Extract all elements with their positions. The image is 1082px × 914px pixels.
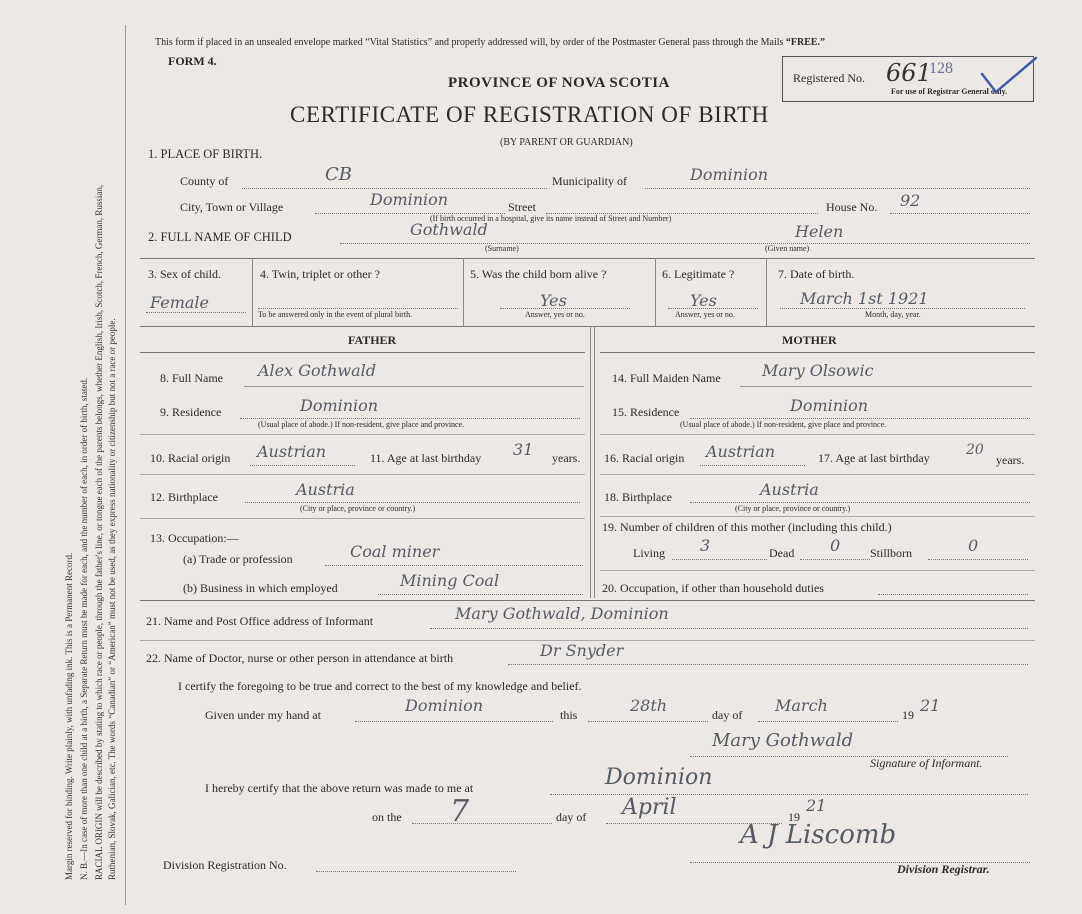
given-place-line [355,721,553,722]
municipality-label: Municipality of [552,174,627,188]
dead-label: Dead [769,546,795,560]
return-day-line [412,823,552,824]
child-given-value: Helen [795,222,844,241]
mother-heading: MOTHER [782,333,837,347]
stillborn-label: Stillborn [870,546,913,560]
house-label: House No. [826,200,878,214]
mother-birthplace-value: Austria [760,480,819,499]
registered-number: 661 [886,59,932,87]
hospital-note: (If birth occurred in a hospital, give its name instead of Street and Number) [430,214,672,223]
return-year-value: 21 [806,796,827,815]
twin-label: 4. Twin, triplet or other ? [260,267,380,281]
row-divider [140,258,1035,259]
father-birthplace-line [245,502,580,503]
given-month-value: March [775,696,828,715]
mother-birthplace-label: 18. Birthplace [604,490,672,504]
sex-value: Female [150,293,209,312]
stillborn-value: 0 [968,536,979,555]
father-residence-note: (Usual place of abode.) If non-resident, give place and province. [258,420,465,429]
mother-residence-line [690,418,1030,419]
row-divider [140,474,585,475]
mother-age-label: 17. Age at last birthday [818,451,930,465]
legitimate-line [668,308,758,309]
parent-column-divider [594,326,595,598]
informant-value: Mary Gothwald, Dominion [455,604,669,623]
father-name-label: 8. Full Name [160,371,223,385]
postal-notice [155,36,825,50]
certificate-subtitle: (BY PARENT OR GUARDIAN) [500,137,633,148]
father-birthplace-label: 12. Birthplace [150,490,218,504]
certificate-title: CERTIFICATE OF REGISTRATION OF BIRTH [290,102,769,127]
margin-note-nationality: Ruthenian, Slovak, Galician, etc. The words “Canadian” or “American” must not be used, as they express nationality or citizenship but not a race or people. [107,318,117,880]
certify-statement: I certify the foregoing to be true and correct to the best of my knowledge and belief. [178,679,582,693]
mother-residence-note: (Usual place of abode.) If non-resident, give place and province. [680,420,887,429]
dob-value: March 1st 1921 [800,289,929,308]
father-birthplace-value: Austria [296,480,355,499]
father-business-value: Mining Coal [400,571,500,590]
this-label: this [560,708,578,722]
father-racial-value: Austrian [257,442,327,461]
division-registrar-label: Division Registrar. [897,862,990,876]
mother-age-value: 20 [966,442,984,458]
dob-line [780,308,1025,309]
father-residence-line [240,418,580,419]
municipality-value: Dominion [690,165,769,184]
registrar-use-note: For use of Registrar General only. [891,87,1008,96]
mother-heading-rule [600,352,1035,353]
father-occupation-label: 13. Occupation:— [150,531,239,545]
sex-line [146,312,246,313]
margin-note-binding: Margin reserved for binding. Write plainly, with unfading ink. This is a Permanent Record. [64,552,74,880]
legitimate-value: Yes [690,291,717,310]
living-value: 3 [700,536,711,555]
informant-signature: Mary Gothwald [712,730,854,751]
margin-note-racial-origin: RACIAL ORIGIN will be described by stating to which race or people, through the father's line, or tongue each of the parents belongs, whether English, Irish, Scotch, French, German, Russian, [94,184,104,880]
given-day-line [588,721,708,722]
dead-value: 0 [830,536,841,555]
alive-line [500,308,630,309]
alive-note: Answer, yes or no. [525,310,585,319]
division-registration-label: Division Registration No. [163,858,287,872]
mother-occupation-line [878,594,1028,595]
father-birthplace-note: (City or place, province or country.) [300,504,416,513]
dob-note: Month, day, year. [865,310,921,319]
mother-racial-value: Austrian [706,442,776,461]
legitimate-note: Answer, yes or no. [675,310,735,319]
twin-line [258,308,458,309]
father-name-value: Alex Gothwald [258,361,376,380]
place-of-birth-label: 1. PLACE OF BIRTH. [148,147,263,161]
doctor-value: Dr Snyder [540,641,624,660]
mother-racial-line [700,465,805,466]
row-divider [140,326,1035,327]
form-number: FORM 4. [168,54,217,68]
doctor-line [508,664,1028,665]
registrar-signature: A J Liscomb [740,820,897,850]
father-name-line [244,386,584,387]
living-label: Living [633,546,665,560]
father-trade-line [325,565,583,566]
column-divider [463,258,464,326]
given-place-value: Dominion [405,696,484,715]
city-label: City, Town or Village [180,200,284,214]
mother-birthplace-line [690,502,1030,503]
municipality-line [645,188,1030,189]
return-statement: I hereby certify that the above return was made to me at [205,781,474,795]
given-day-of-label: day of [712,708,743,722]
given-year-prefix: 19 [902,708,914,722]
father-age-label: 11. Age at last birthday [370,451,482,465]
father-racial-line [250,465,355,466]
registered-label: Registered No. [793,71,865,85]
return-place-value: Dominion [605,765,713,790]
county-label: County of [180,174,229,188]
surname-note: (Surname) [485,244,519,253]
father-business-line [378,594,583,595]
signature-of-informant-label: Signature of Informant. [870,756,983,770]
father-residence-label: 9. Residence [160,405,222,419]
father-residence-value: Dominion [300,396,379,415]
stillborn-line [928,559,1028,560]
house-value: 92 [900,191,921,210]
margin-note-plural-birth: N. B.—In case of more than one child at a birth, a Separate Return must be made for each, and the number of each, in order of birth, stated. [79,377,89,880]
given-under-hand-label: Given under my hand at [205,708,321,722]
return-month-value: April [622,795,677,820]
given-year-value: 21 [920,696,941,715]
county-value: CB [325,164,352,185]
mother-age-unit: years. [996,453,1025,467]
given-month-line [758,721,898,722]
mother-residence-value: Dominion [790,396,869,415]
on-the-label: on the [372,810,402,824]
row-divider [600,516,1035,517]
county-line [242,188,547,189]
mother-birthplace-note: (City or place, province or country.) [735,504,851,513]
informant-label: 21. Name and Post Office address of Informant [146,614,374,628]
row-divider [600,474,1035,475]
doctor-label: 22. Name of Doctor, nurse or other person in attendance at birth [146,651,454,665]
margin-rule [125,25,126,905]
mother-name-label: 14. Full Maiden Name [612,371,721,385]
dead-line [800,559,870,560]
child-name-line [340,243,1030,244]
postal-free-note: “FREE.” [785,37,826,48]
division-registration-line [316,871,516,872]
given-day-value: 28th [630,696,668,715]
return-day-value: 7 [450,794,470,829]
mother-children-label: 19. Number of children of this mother (including this child.) [602,520,892,534]
father-heading: FATHER [348,333,397,347]
father-age-unit: years. [552,451,581,465]
column-divider [766,258,767,326]
father-racial-label: 10. Racial origin [150,451,231,465]
father-heading-rule [140,352,585,353]
child-name-label: 2. FULL NAME OF CHILD [148,230,292,244]
row-divider [600,570,1035,571]
row-divider [140,600,1035,601]
alive-label: 5. Was the child born alive ? [470,267,607,281]
given-name-note: (Given name) [765,244,810,253]
row-divider [140,518,585,519]
check-mark-icon [980,54,1040,98]
dob-label: 7. Date of birth. [778,267,855,281]
mother-residence-label: 15. Residence [612,405,680,419]
legitimate-label: 6. Legitimate ? [662,267,735,281]
city-value: Dominion [370,190,449,209]
twin-note: To be answered only in the event of plural birth. [258,310,413,319]
informant-line [430,628,1028,629]
return-year-prefix: 19 [788,810,800,824]
father-trade-value: Coal miner [350,542,440,561]
column-divider [252,258,253,326]
return-day-of-label: day of [556,810,587,824]
sex-label: 3. Sex of child. [148,267,221,281]
father-trade-label: (a) Trade or profession [183,552,293,566]
mother-name-value: Mary Olsowic [762,361,874,380]
postal-notice-text: This form if placed in an unsealed envelope marked “Vital Statistics” and properly addressed will, by order of the Postmaster General pass through the Mails [155,37,784,48]
column-divider [655,258,656,326]
mother-occupation-label: 20. Occupation, if other than household duties [602,581,824,595]
registered-suffix: 128 [929,60,953,77]
mother-name-line [740,386,1032,387]
living-line [672,559,767,560]
child-surname-value: Gothwald [410,220,488,239]
mother-racial-label: 16. Racial origin [604,451,685,465]
father-age-value: 31 [513,440,534,459]
father-business-label: (b) Business in which employed [183,581,338,595]
row-divider [140,434,585,435]
street-label: Street [508,200,536,214]
row-divider [600,434,1035,435]
alive-value: Yes [540,291,567,310]
province-heading: PROVINCE OF NOVA SCOTIA [448,75,670,91]
parent-column-divider [590,326,591,598]
house-line [890,213,1030,214]
